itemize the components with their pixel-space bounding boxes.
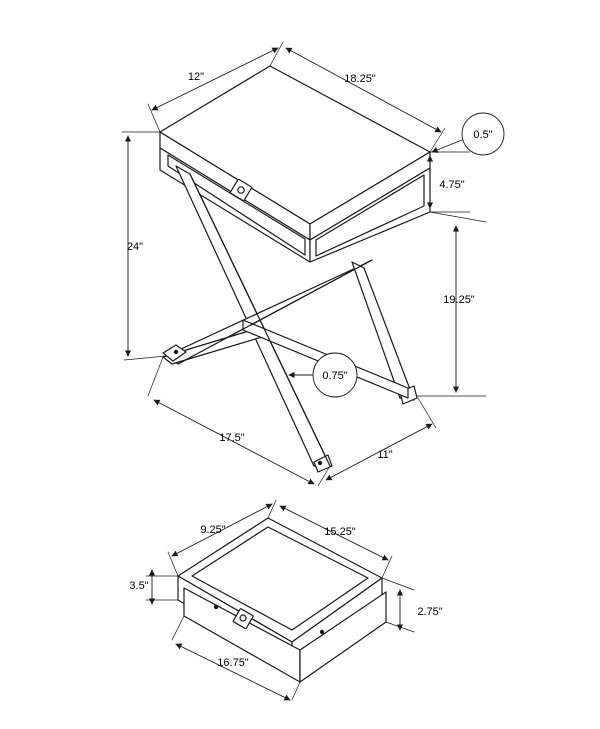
dim-drawer-width: 15.25": [324, 526, 356, 538]
dim-top-thickness: 0.5": [473, 129, 493, 141]
dim-drawer-side-height: 3.5": [129, 580, 149, 592]
dim-drawer-depth: 9.25": [200, 524, 226, 536]
dim-top-width: 18.25": [344, 73, 376, 85]
dim-base-width: 11": [377, 449, 393, 461]
drawer-detail-view: [146, 500, 414, 700]
dim-drawer-height: 4.75": [439, 179, 465, 191]
dim-base-depth: 17.5": [219, 432, 245, 444]
dim-leg-thickness: 0.75": [322, 370, 348, 382]
assembled-table-view: [122, 42, 504, 486]
dim-top-depth: 12": [187, 71, 205, 83]
dim-leg-height: 19.25": [443, 294, 475, 306]
dim-drawer-front-height: 2.75": [417, 606, 443, 618]
dim-drawer-front-width: 16.75": [217, 657, 249, 669]
drawer-box: [178, 518, 386, 682]
dim-overall-height: 24": [126, 241, 144, 253]
